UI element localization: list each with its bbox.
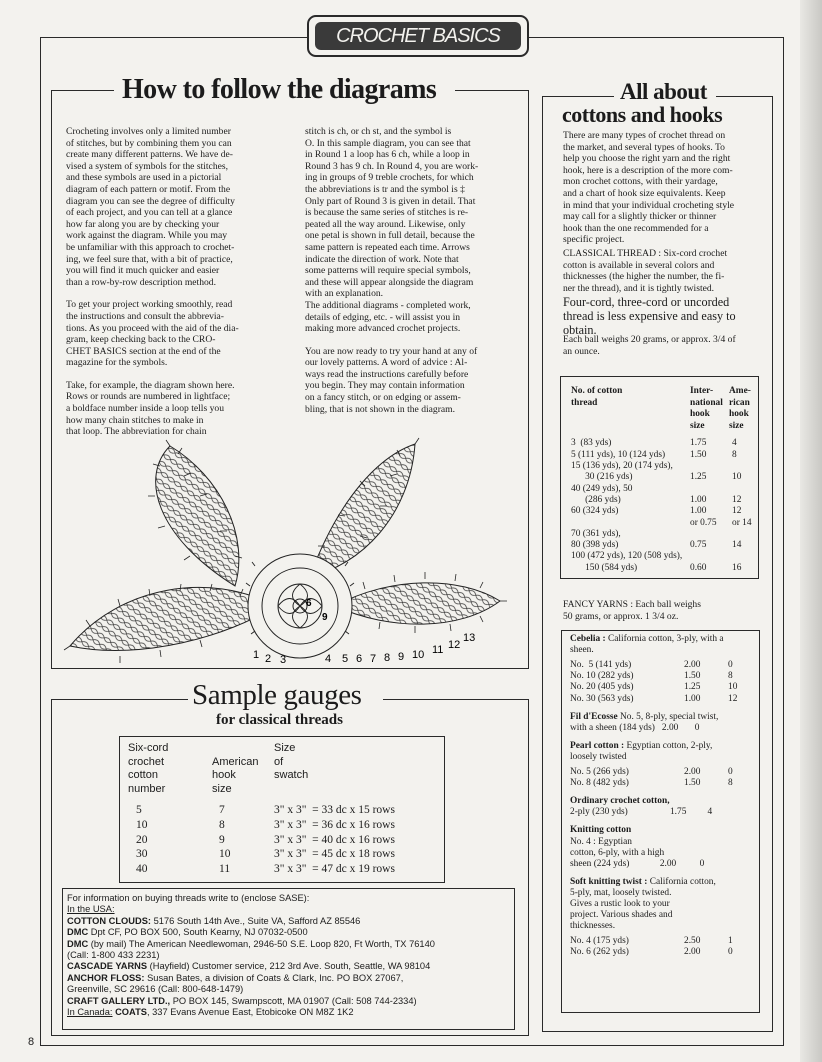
hook-table-cell: 80 (398 yds)	[571, 540, 619, 551]
text-line: 50 grams, or approx. 1 3/4 oz.	[563, 610, 679, 622]
text-line: in mind that your individual crocheting style	[563, 199, 735, 211]
fancy-yarn-line	[570, 807, 712, 818]
gauge-cell: 10	[136, 819, 148, 831]
four-cord-text	[563, 295, 760, 337]
fancy-yarn-line	[570, 899, 670, 910]
paragraph	[66, 299, 269, 369]
hook-table-header-cell: thread	[571, 397, 598, 408]
gauge-cell: 30	[136, 848, 148, 861]
fancy-yarn-line	[570, 921, 615, 932]
canada-label: In Canada:	[67, 1007, 113, 1018]
gauge-cell: 40	[136, 862, 148, 875]
round-label-3: 3	[280, 654, 287, 666]
hook-table-cell: 12	[732, 506, 742, 517]
text-line: O. In this sample diagram, you can see that	[305, 137, 471, 149]
fancy-yarn-line	[570, 825, 631, 836]
cottons-rule-right	[716, 96, 772, 97]
supplier-address: Greenville, SC 29616 (Call: 800-648-1479)	[67, 984, 244, 995]
fancy-yarn-desc: California cotton, 3-ply, with a	[608, 634, 724, 644]
paragraph	[66, 126, 269, 288]
fancy-yarn-cell: No. 5 (141 yds)	[570, 660, 632, 671]
text-line: magazine for the symbols.	[66, 357, 168, 369]
gauge-cell: 9	[219, 833, 225, 846]
fancy-yarn-name: Knitting cotton	[570, 825, 632, 836]
loop-label-6: 6	[306, 598, 312, 609]
supplier-name: ANCHOR FLOSS:	[67, 972, 145, 983]
gauge-cell: 11	[219, 862, 231, 875]
fancy-yarn-cell: 12	[728, 693, 738, 704]
round-label-1: 1	[253, 649, 260, 661]
hook-table-cell: 16	[732, 562, 742, 573]
text-line: details of edging, etc. - will assist you in	[305, 311, 461, 323]
text-line: vised a system of symbols for the stitches,	[66, 160, 229, 172]
fancy-yarn-line	[570, 712, 718, 723]
text-line: bling, that is not shown in the diagram.	[305, 403, 456, 415]
hook-table-header-cell: size	[729, 420, 744, 431]
hook-table-cell: 150 (584 yds)	[571, 562, 638, 573]
text-line: CLASSICAL THREAD : Six-cord crochet	[563, 248, 728, 259]
text-line: of each project, and you can tell at a glance	[66, 207, 233, 219]
fancy-yarn-line	[570, 888, 671, 899]
fancy-yarn-cell: 1.50	[684, 671, 701, 682]
gauge-cell: 8	[219, 819, 225, 831]
fancy-yarn-desc: with a sheen (184 yds) 2.00 0	[570, 722, 700, 733]
supplier-name: CRAFT GALLERY LTD.,	[67, 995, 171, 1006]
hook-table-cell: 1.50	[690, 449, 707, 460]
gauge-header-cell: crochet	[128, 755, 165, 768]
fancy-yarn-name: Ordinary crochet cotton,	[570, 796, 670, 807]
gauge-cell: 3" x 3" = 45 dc x 18 rows	[274, 848, 395, 861]
text-line: how many chain stitches to make in	[66, 414, 204, 426]
text-line: may call for a slightly thicker or thinner	[563, 211, 717, 223]
text-line: Take, for example, the diagram shown here.	[66, 379, 235, 391]
text-line: some patterns will require special symbols,	[305, 265, 471, 277]
round-label-7: 7	[370, 653, 377, 665]
text-line: and these symbols are used in a pictorial	[66, 172, 222, 184]
supplier-entry	[67, 950, 435, 961]
text-line: with an explanation.	[305, 288, 384, 300]
cottons-title-line2: cottons and hooks	[562, 102, 723, 127]
text-line: our lovely patterns. A word of advice : Al-	[305, 357, 468, 369]
round-label-12: 12	[448, 639, 461, 651]
gauge-cell: 3" x 3" = 33 dc x 15 rows	[274, 804, 395, 817]
hook-table-cell: 1.00	[690, 494, 707, 505]
supplier-address: Dpt CF, PO BOX 500, South Kearny, NJ 07032-0500	[88, 927, 308, 938]
title-rule-left	[51, 90, 114, 91]
text-line: a boldface number inside a loop tells you	[66, 403, 224, 415]
fancy-yarn-cell: No. 30 (563 yds)	[570, 693, 634, 704]
supplier-address: PO BOX 145, Swampscott, MA 01907 (Call: 508 744-2334)	[170, 995, 417, 1006]
text-line: Only part of Round 3 is given in detail. That	[305, 195, 476, 207]
hook-table-cell: 0.75	[690, 540, 707, 551]
fancy-yarn-cell: 0	[728, 947, 733, 958]
text-line: There are many types of crochet thread on	[563, 130, 726, 141]
text-line: of stitches, but by combining them you can	[66, 137, 232, 149]
text-line: peated all the way around. Likewise, only	[305, 218, 466, 230]
hook-table-header-cell: Ame-	[729, 386, 751, 396]
text-line: work against the diagram. While you may	[66, 230, 228, 242]
fancy-yarn-cell: No. 6 (262 yds)	[570, 947, 629, 958]
supplier-name: COATS	[115, 1007, 147, 1018]
text-line: you begin. They may contain information	[305, 380, 465, 392]
fancy-yarn-cell: 2.00	[684, 947, 701, 958]
fancy-yarn-line	[570, 752, 627, 763]
fancy-yarn-desc: sheen (224 yds) 2.00 0	[570, 858, 705, 869]
hook-table-cell: 3 (83 yds)	[571, 438, 612, 449]
classical-thread-text	[563, 248, 760, 294]
fancy-yarn-cell: 1.50	[684, 778, 701, 789]
usa-label: In the USA:	[67, 904, 115, 915]
text-line: CHET BASICS section at the end of the	[66, 345, 221, 357]
text-line: ing, we feel sure that, with a bit of practice,	[66, 253, 233, 265]
gauge-header-cell: Size	[274, 742, 296, 754]
crochet-sample-diagram	[60, 436, 510, 668]
fancy-yarn-cell: 8	[728, 671, 733, 682]
text-line: tions. As you proceed with the aid of the dia-	[66, 322, 239, 334]
text-line: hook than the one recommended for a	[563, 222, 709, 234]
supplier-name: CASCADE YARNS	[67, 961, 148, 972]
fancy-yarn-cell: 1.25	[684, 682, 701, 693]
gauge-header-cell: number	[128, 782, 166, 795]
text-line: gram, keep checking back to the CRO-	[66, 334, 216, 346]
hook-table-cell: 12	[732, 494, 742, 505]
fancy-yarn-name: Pearl cotton :	[570, 740, 627, 751]
supplier-address: , 337 Evans Avenue East, Etobicoke ON M8Z 1K2	[146, 1007, 354, 1018]
section-banner-title: CROCHET BASICS	[315, 22, 521, 50]
hook-table-cell: 1.00	[690, 506, 707, 517]
text-line: Crocheting involves only a limited number	[66, 126, 231, 137]
fancy-yarn-desc: project. Various shades and	[570, 910, 673, 921]
petal-top-right	[310, 444, 415, 576]
round-label-13: 13	[463, 632, 476, 644]
text-line: help you choose the right yarn and the right	[563, 153, 731, 165]
gauges-rule-left	[51, 699, 188, 700]
supplier-entry	[67, 984, 435, 995]
paragraph	[305, 126, 509, 335]
gauges-subtitle: for classical threads	[216, 712, 343, 728]
text-line: diagram you can see the degree of difficulty	[66, 195, 235, 207]
gauge-header-cell: American	[212, 755, 259, 768]
fancy-yarn-cell: 2.00	[684, 767, 701, 777]
text-line: Rows or rounds are numbered in lightface;	[66, 391, 231, 403]
text-line: is because the same series of stitches is re-	[305, 207, 469, 219]
supplier-address: (Call: 1-800 433 2231)	[67, 950, 160, 961]
suppliers-info	[67, 893, 435, 1018]
hook-table-cell: 15 (136 yds), 20 (174 yds),	[571, 461, 673, 471]
gauges-rule-right	[383, 699, 528, 700]
gauge-cell: 3" x 3" = 47 dc x 19 rows	[274, 862, 395, 875]
fancy-yarn-line	[570, 634, 724, 645]
fancy-yarn-desc: California cotton,	[649, 876, 716, 887]
text-line: cotton is available in several colors and	[563, 259, 715, 271]
supplier-address: (Hayfield) Customer service, 212 3rd Ave. South, Seattle, WA 98104	[147, 961, 431, 972]
text-line: how far along you are by checking your	[66, 218, 220, 230]
usa-label-line	[67, 904, 435, 915]
hook-table-cell: 30 (216 yds)	[571, 472, 633, 483]
supplier-entry	[67, 961, 435, 972]
text-line: thread is less expensive and easy to	[563, 309, 736, 323]
gauge-cell: 20	[136, 833, 148, 846]
text-line: ner the thread), and it is tightly twisted.	[563, 282, 715, 294]
petal-right	[335, 583, 500, 624]
fancy-yarn-line	[570, 848, 664, 859]
hook-table-cell: 60 (324 yds)	[571, 506, 619, 517]
hook-table-cell: 10	[732, 472, 742, 483]
diagrams-column-2	[305, 126, 509, 426]
hook-table-cell: 14	[732, 540, 742, 551]
round-label-6: 6	[356, 653, 363, 665]
supplier-entry	[67, 973, 435, 984]
text-line: create many different patterns. We have de-	[66, 149, 233, 161]
round-label-10: 10	[412, 649, 425, 661]
fancy-yarn-cell: No. 8 (482 yds)	[570, 778, 629, 789]
hook-table-cell: 4	[732, 438, 737, 449]
gauge-header-cell: cotton	[128, 769, 158, 782]
fancy-yarn-desc: Egyptian cotton, 2-ply,	[626, 740, 713, 751]
round-label-9: 9	[398, 651, 405, 663]
page-gutter-shadow	[800, 0, 822, 1062]
text-line: than a row-by-row description method.	[66, 276, 216, 288]
supplier-entry	[67, 939, 435, 950]
text-line: To get your project working smoothly, read	[66, 299, 233, 311]
round-label-8: 8	[384, 652, 391, 664]
supplier-entry	[67, 916, 435, 927]
supplier-entry	[67, 996, 435, 1007]
fancy-yarn-line	[570, 837, 632, 848]
fancy-yarns-text	[563, 599, 760, 622]
hook-table-cell: 5 (111 yds), 10 (124 yds)	[571, 449, 666, 460]
gauge-header-cell: of	[274, 755, 284, 768]
fancy-yarn-desc: sheen.	[570, 645, 594, 656]
fancy-yarn-cell: 10	[728, 682, 738, 693]
diagrams-column-1	[66, 126, 269, 449]
fancy-yarn-cell: 2.50	[684, 936, 701, 947]
fancy-yarn-desc: 5-ply, mat, loosely twisted.	[570, 887, 672, 898]
gauge-cell: 5	[136, 804, 142, 817]
paragraph	[66, 380, 269, 438]
hook-table-cell: 100 (472 yds), 120 (508 yds),	[571, 551, 683, 562]
fancy-yarn-line	[570, 859, 704, 870]
fancy-yarn-line	[570, 877, 716, 888]
fancy-yarn-line	[570, 645, 594, 656]
hook-table-cell: or 0.75	[690, 517, 717, 528]
text-line: thicknesses (the higher the number, the fi-	[563, 271, 725, 283]
hook-table-header-cell: size	[690, 420, 705, 431]
hook-table-cell: 70 (361 yds),	[571, 528, 621, 539]
title-rule-right	[455, 90, 528, 91]
round-label-2: 2	[265, 653, 272, 665]
gauges-title: Sample gauges	[192, 679, 362, 711]
supplier-address: 5176 South 14th Ave., Suite VA, Safford AZ 85546	[151, 915, 361, 926]
hook-table-header-cell: hook	[690, 409, 710, 420]
text-line: indicate the direction of work. Note that	[305, 253, 459, 265]
gauge-header-cell: swatch	[274, 769, 309, 782]
fancy-yarn-cell: 2.00	[684, 660, 701, 671]
text-line: ing in groups of 9 treble crochets, for which	[305, 172, 474, 184]
suppliers-intro: For information on buying threads write to (enclose SASE):	[67, 893, 310, 903]
fancy-yarn-desc: No. 5, 8-ply, special twist,	[620, 711, 719, 722]
fancy-yarn-desc: No. 4 : Egyptian	[570, 836, 632, 847]
gauge-header-cell: Six-cord	[128, 742, 169, 754]
fancy-yarn-line	[570, 910, 672, 921]
round-label-11: 11	[432, 644, 444, 656]
text-line: Round 3 has 9 ch. In Round 4, you are work-	[305, 160, 479, 172]
supplier-address: Susan Bates, a division of Coats & Clark, Inc. PO BOX 27067,	[144, 972, 404, 983]
supplier-address: (by mail) The American Needlewoman, 2946-50 S.E. Loop 820, Ft Worth, TX 76140	[88, 938, 435, 949]
text-line: hook, here is a description of the more com-	[563, 164, 733, 176]
petal-top-left	[156, 446, 239, 586]
fancy-yarn-cell: 0	[728, 767, 733, 777]
cottons-intro	[563, 130, 760, 246]
text-line: The additional diagrams - completed work,	[305, 299, 471, 311]
text-line: an ounce.	[563, 345, 600, 357]
text-line: be unfamiliar with this approach to crochet-	[66, 241, 235, 253]
text-line: You are now ready to try your hand at any of	[305, 345, 478, 357]
text-line: Each ball weighs 20 grams, or approx. 3/4 of	[563, 334, 736, 345]
text-line: the abbreviations is tr and the symbol is ‡	[305, 183, 465, 195]
fancy-yarn-cell: 0	[728, 660, 733, 671]
text-line: specific project.	[563, 234, 625, 246]
petal-left	[70, 587, 275, 650]
fancy-yarn-cell: 8	[728, 778, 733, 789]
ball-weight-text	[563, 334, 760, 357]
text-line: same pattern is repeated each time. Arrows	[305, 241, 470, 253]
section-banner	[307, 15, 529, 57]
hook-table-cell: (286 yds)	[571, 494, 621, 505]
text-line: in Round 1 a loop has 6 ch, while a loop in	[305, 149, 470, 161]
fancy-yarn-cell: No. 5 (266 yds)	[570, 767, 629, 777]
fancy-yarn-name: Fil d'Ecosse	[570, 711, 621, 722]
gauge-cell: 3" x 3" = 40 dc x 16 rows	[274, 833, 395, 846]
fancy-yarn-cell: 1	[728, 936, 733, 947]
hook-table-cell: 40 (249 yds), 50	[571, 483, 633, 494]
text-line: mon crochet cottons, with their yardage,	[563, 176, 718, 188]
cottons-rule-left	[542, 96, 614, 97]
fancy-yarn-desc: 2-ply (230 yds) 1.75 4	[570, 807, 713, 818]
text-line: stitch is ch, or ch st, and the symbol is	[305, 126, 452, 137]
supplier-name: DMC	[67, 927, 89, 938]
supplier-entry	[67, 927, 435, 938]
hook-table-cell: 1.75	[690, 438, 707, 449]
text-line: making more advanced crochet projects.	[305, 323, 461, 335]
hook-table-header-cell: rican	[729, 397, 750, 408]
hook-table-cell: 1.25	[690, 472, 707, 483]
supplier-name: DMC	[67, 938, 89, 949]
supplier-entry-canada	[67, 1007, 435, 1018]
text-line: diagram of each pattern or motif. From the	[66, 183, 231, 195]
text-line: and a chart of hook size equivalents. Keep	[563, 187, 726, 199]
fancy-yarn-name: Soft knitting twist :	[570, 876, 650, 887]
text-line: that loop. The abbreviation for chain	[66, 426, 207, 438]
gauge-header-cell: size	[212, 782, 232, 795]
fancy-yarn-cell: 1.00	[684, 693, 701, 704]
text-line: obtain.	[563, 323, 597, 337]
hook-table-cell: or 14	[732, 517, 752, 528]
fancy-yarn-desc: cotton, 6-ply, with a high	[570, 847, 665, 858]
fancy-yarn-name: Cebelia :	[570, 634, 609, 644]
round-label-4: 4	[325, 653, 332, 665]
text-line: ways read the instructions carefully before	[305, 368, 469, 380]
hook-table-header-cell: Inter-	[690, 386, 714, 396]
fancy-yarn-line	[570, 723, 699, 734]
round-label-5: 5	[342, 653, 349, 665]
loop-label-9: 9	[322, 612, 328, 623]
fancy-yarn-desc: Gives a rustic look to your	[570, 899, 670, 909]
fancy-yarn-line	[570, 796, 670, 807]
fancy-yarn-desc: loosely twisted	[570, 751, 627, 762]
paragraph	[305, 346, 509, 416]
fancy-yarn-cell: No. 20 (405 yds)	[570, 682, 634, 693]
fancy-yarn-cell: No. 4 (175 yds)	[570, 936, 629, 947]
hook-table-cell: 0.60	[690, 562, 707, 573]
fancy-yarn-line	[570, 741, 712, 752]
text-line: on a fancy stitch, or on edging or assem-	[305, 392, 461, 404]
gauge-cell: 10	[219, 848, 231, 861]
hook-table-header-cell: national	[690, 397, 723, 408]
gauge-header-cell: hook	[212, 769, 236, 782]
cottons-title-line1: All about	[620, 79, 707, 104]
text-line: the instructions and consult the abbrevia-	[66, 310, 224, 322]
gauge-cell: 3" x 3" = 36 dc x 16 rows	[274, 819, 395, 831]
diagrams-article-title: How to follow the diagrams	[122, 74, 437, 105]
fancy-yarn-desc: thicknesses.	[570, 921, 616, 932]
text-line: the market, and several types of hooks. To	[563, 141, 725, 153]
page-number: 8	[28, 1036, 35, 1048]
text-line: you will find it much quicker and easier	[66, 265, 220, 277]
text-line: one petal is shown in full detail, because the	[305, 230, 475, 242]
text-line: Four-cord, three-cord or uncorded	[563, 295, 730, 309]
hook-table-header-cell: hook	[729, 409, 749, 420]
text-line: FANCY YARNS : Each ball weighs	[563, 599, 701, 610]
hook-table-header-cell: No. of cotton	[571, 386, 623, 396]
text-line: and these will appear alongside the diagram	[305, 276, 474, 288]
gauge-cell: 7	[219, 804, 225, 817]
fancy-yarn-cell: No. 10 (282 yds)	[570, 671, 634, 682]
hook-table-cell: 8	[732, 449, 737, 460]
supplier-name: COTTON CLOUDS:	[67, 915, 152, 926]
